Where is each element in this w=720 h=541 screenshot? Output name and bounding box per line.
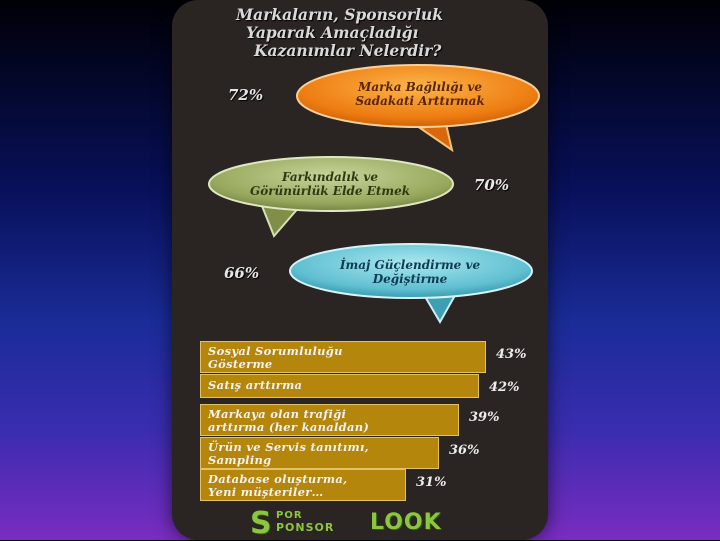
bar-value-label: 39%: [469, 410, 500, 425]
logo-initial: S: [250, 506, 272, 541]
highlight-label: Farkındalık ve Görünürlük Elde Etmek: [249, 170, 411, 198]
bar: [200, 374, 479, 398]
bar-value-label: 43%: [496, 347, 527, 362]
sponsorlook-logo: [250, 506, 474, 541]
logo-big-text: LOOK: [370, 510, 442, 535]
logo-top-text: POR: [276, 510, 303, 521]
bar: [200, 437, 439, 469]
bar: [200, 341, 486, 373]
bar: [200, 404, 459, 436]
bar-label: Yeni müşteriler…: [208, 485, 324, 499]
bar-label: Ürün ve Servis tanıtımı,: [208, 440, 369, 454]
highlight-label: Marka Bağlılığı ve Sadakati Arttırmak: [355, 80, 485, 108]
bar-label: Sosyal Sorumluluğu: [208, 344, 343, 358]
bar-value-label: 42%: [489, 380, 520, 395]
title-line: Markaların, Sponsorluk: [236, 5, 443, 24]
bar: [200, 469, 406, 501]
highlight-label: İmaj Güçlendirme ve Değiştirme: [339, 258, 481, 286]
title-line: Yaparak Amaçladığı: [246, 23, 419, 42]
logo-mid-text: PONSOR: [276, 521, 335, 534]
bar-label: arttırma (her kanaldan): [208, 420, 370, 434]
highlight-value: 70%: [474, 176, 510, 194]
bar-label: Markaya olan trafiği: [208, 407, 347, 421]
highlight-value: 72%: [228, 86, 264, 104]
highlight-value: 66%: [224, 264, 260, 282]
bar-label: Sampling: [208, 453, 272, 467]
bar-value-label: 31%: [416, 475, 447, 490]
title-line: Kazanımlar Nelerdir?: [254, 41, 442, 60]
bar-label: Satış arttırma: [208, 378, 303, 392]
bar-label: Database oluşturma,: [208, 472, 348, 486]
bar-value-label: 36%: [449, 443, 480, 458]
bar-label: Gösterme: [208, 357, 273, 371]
